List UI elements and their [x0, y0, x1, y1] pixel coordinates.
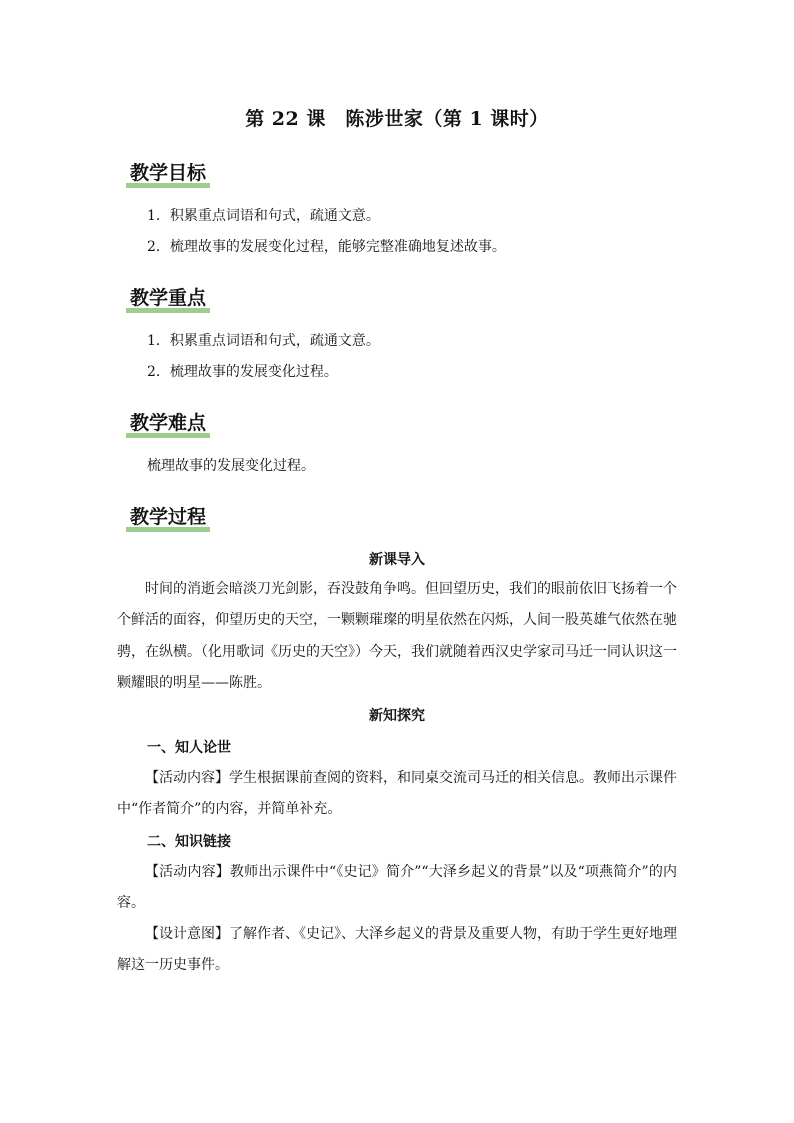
key-point-item: 1．积累重点词语和句式，疏通文意。 [147, 333, 380, 349]
intro-paragraph: 时间的消逝会暗淡刀光剑影，吞没鼓角争鸣。但回望历史，我们的眼前依旧飞扬着一个个鲜活的面容，仰望历史的天空，一颗颗璀璨的明星依然在闪烁，人间一股英雄气依然在驰骋，在纵横。（化用歌词《历史的天空》）今天，我们就随着西汉史学家司马迁一同认识这一颗耀眼的明星——陈胜。 [117, 581, 677, 691]
explore-heading: 新知探究 [369, 708, 425, 724]
objective-item: 2．梳理故事的发展变化过程，能够完整准确地复述故事。 [147, 239, 506, 255]
section-heading-difficulties: 教学难点 [126, 410, 210, 438]
page-title: 第 22 课 陈涉世家（第 1 课时） [245, 108, 549, 130]
objective-item: 1．积累重点词语和句式，疏通文意。 [147, 208, 380, 224]
part1-heading: 一、知人论世 [147, 740, 231, 756]
intro-heading: 新课导入 [369, 552, 425, 568]
part2-design-paragraph: 【设计意图】了解作者、《史记》、大泽乡起义的背景及重要人物，有助于学生更好地理解这一历史事件。 [117, 926, 677, 974]
part2-paragraph: 【活动内容】教师出示课件中“《史记》简介”“大泽乡起义的背景”以及“项燕简介”的内容。 [117, 864, 677, 912]
part2-heading: 二、知识链接 [147, 834, 231, 850]
difficulty-text: 梳理故事的发展变化过程。 [147, 458, 315, 474]
section-heading-objectives: 教学目标 [126, 160, 210, 188]
section-heading-process: 教学过程 [126, 504, 210, 532]
section-heading-key-points: 教学重点 [126, 285, 210, 313]
part1-paragraph: 【活动内容】学生根据课前查阅的资料，和同桌交流司马迁的相关信息。教师出示课件中“作者简介”的内容，并简单补充。 [117, 770, 677, 818]
key-point-item: 2．梳理故事的发展变化过程。 [147, 364, 338, 380]
